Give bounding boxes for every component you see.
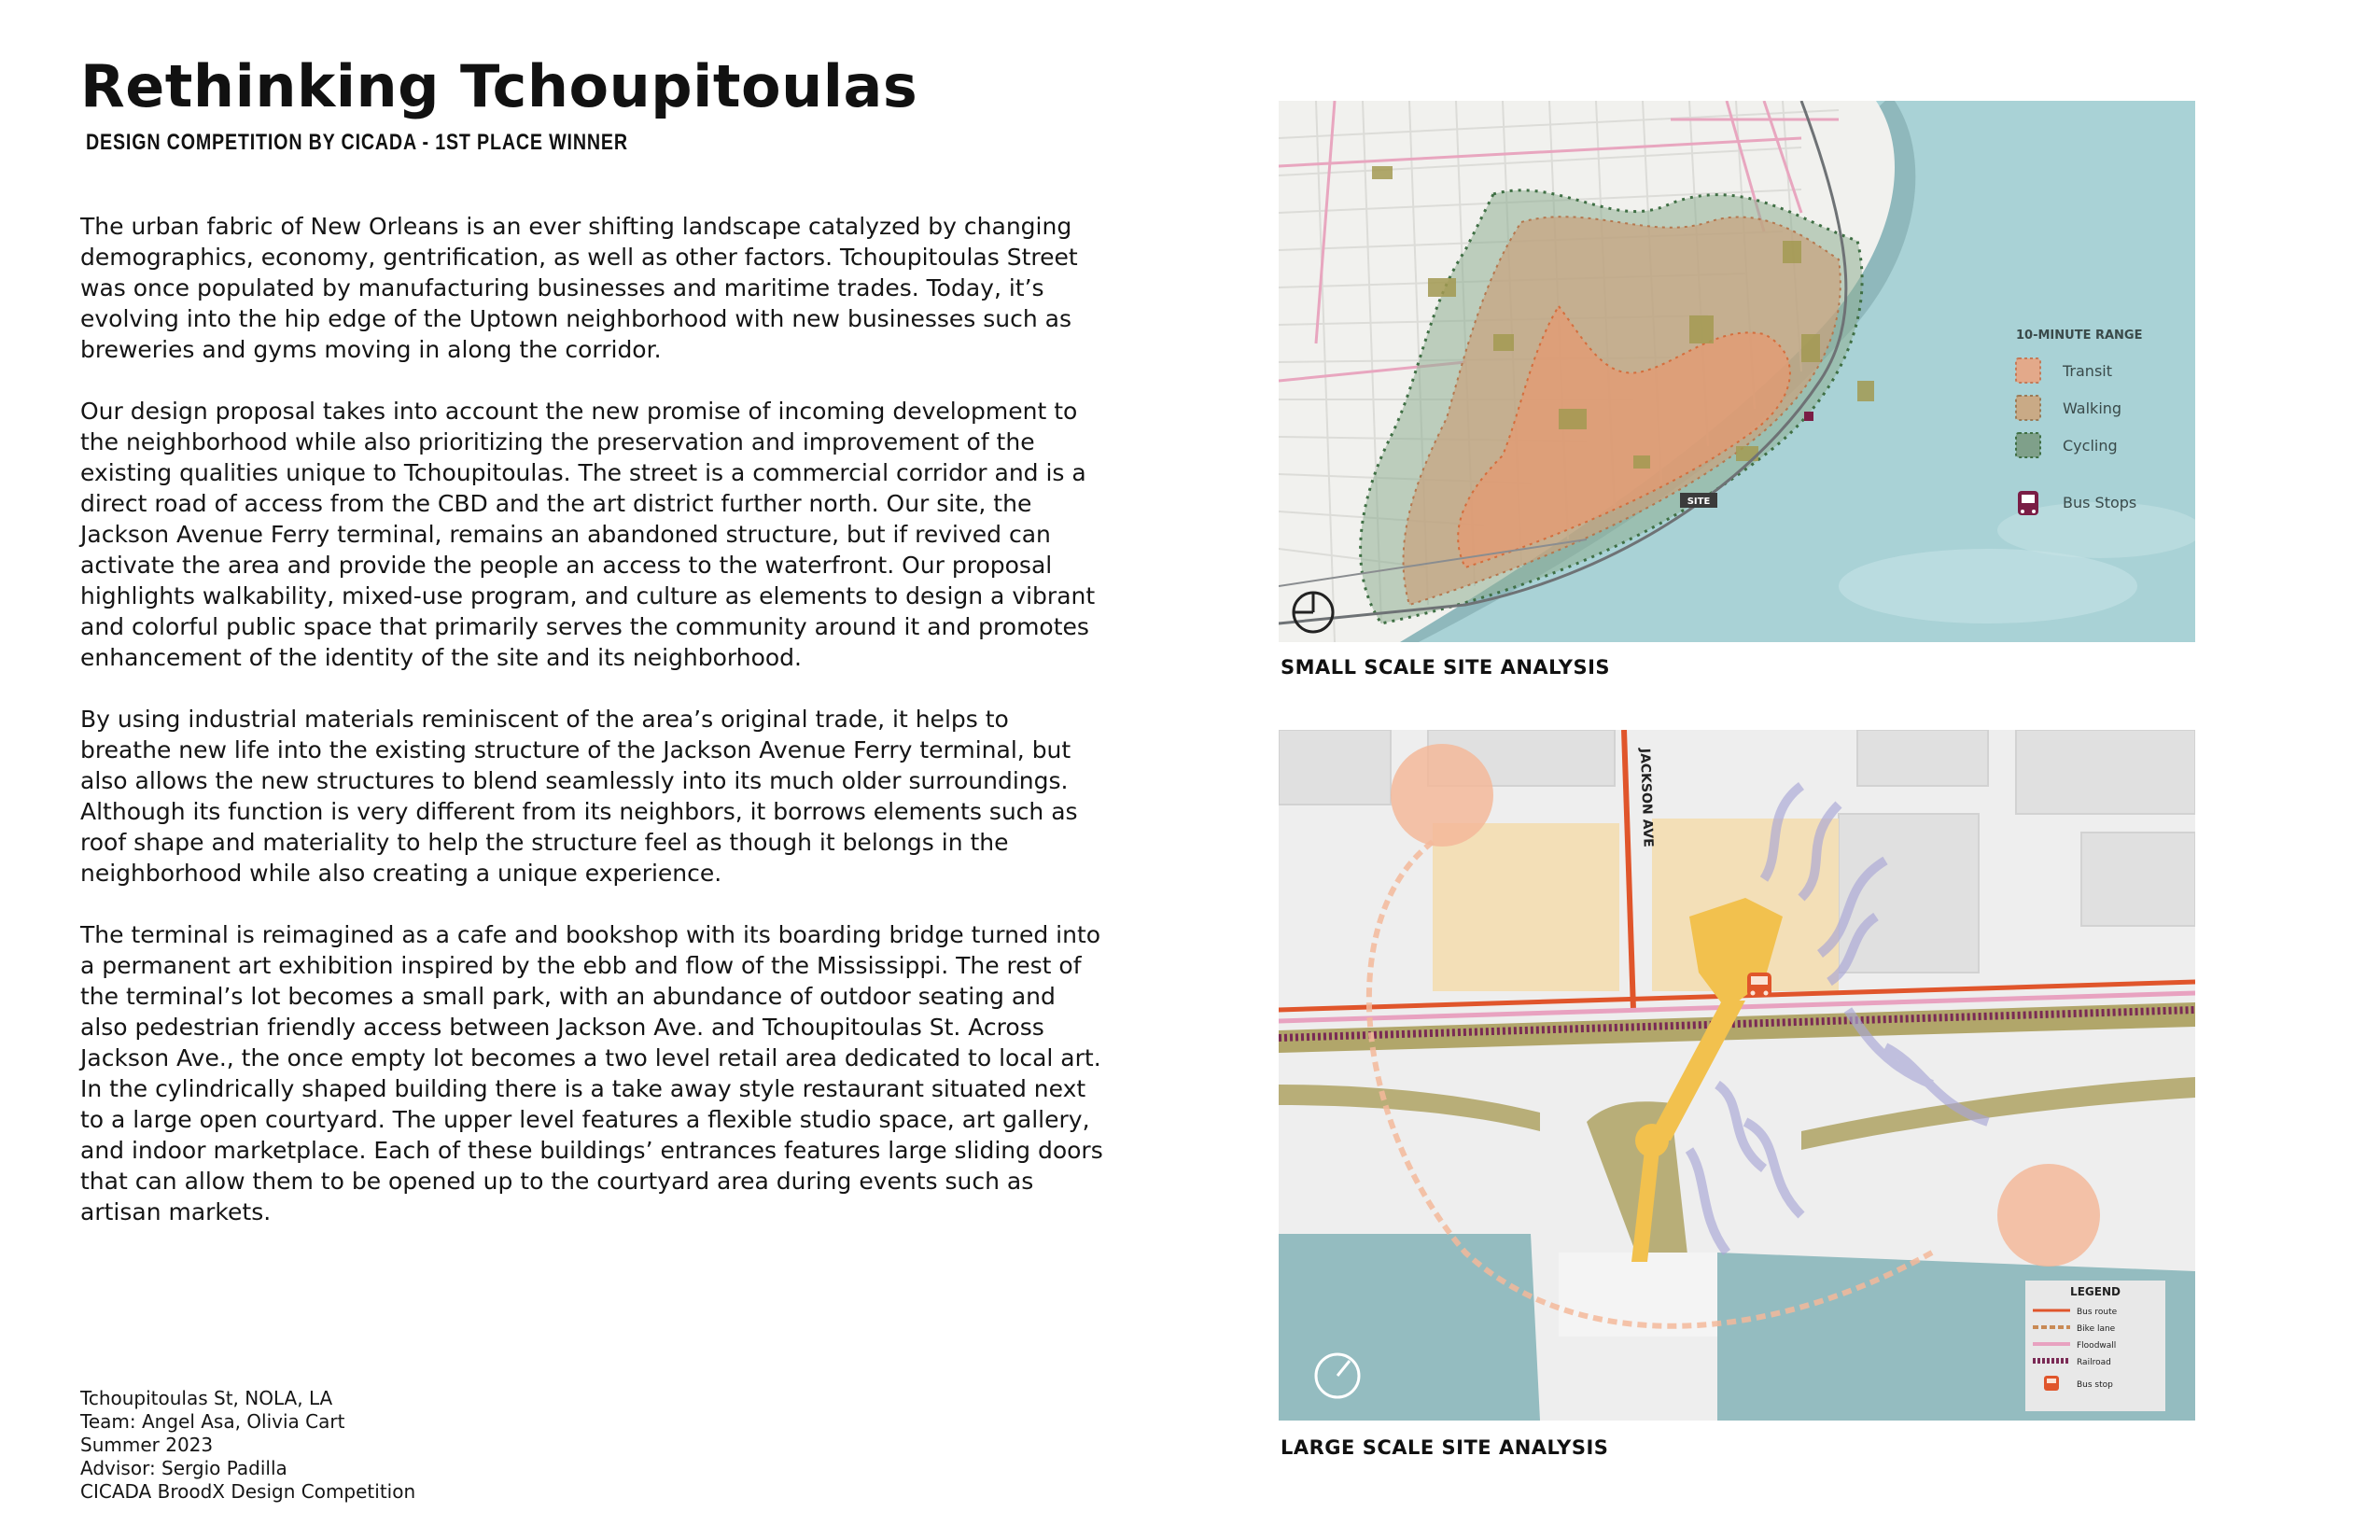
retail-lot (1433, 823, 1619, 991)
credit-advisor: Advisor: Sergio Padilla (80, 1457, 287, 1479)
project-credits (80, 1387, 415, 1504)
large-map-caption: LARGE SCALE SITE ANALYSIS (1281, 1436, 1609, 1459)
legend-label-bus-route: Bus route (2077, 1308, 2118, 1317)
legend-bus-stop-icon (2044, 1376, 2059, 1391)
bus-stop-icon (1747, 973, 1771, 997)
node-circle-north (1391, 744, 1493, 847)
legend-title: LEGEND (2070, 1285, 2121, 1298)
page-title: Rethinking Tchoupitoulas (80, 52, 918, 120)
legend-swatch-walking (2016, 396, 2040, 420)
large-scale-site-map (1279, 730, 2195, 1421)
paragraph-2: Our design proposal takes into account the new promise of incoming development to the neighborhood while also prioritizing the preservation and improvement of the existing qualities unique to Tchoupitoulas. The street is a commercial corridor and is a direct road of access from the CBD and the art district further north. Our site, the Jackson Avenue Ferry terminal, remains an abandoned structure, but if revived can activate the area and provide the people an access to the waterfront. Our proposal highlights walkability, mixed-use program, and culture as elements to design a vibrant and colorful public space that primarily serves the community around it and promotes enhancement of the identity of the site and its neighborhood. (80, 398, 1096, 671)
paragraph-3: By using industrial materials reminiscent of the area’s original trade, it helps to breathe new life into the existing structure of the Jackson Avenue Ferry terminal, but also allows the new structures to blend seamlessly into its much older surroundings. Although its function is very different from its neighbors, it borrows elements such as roof shape and materiality to help the structure feel as though it belongs in the neighborhood while also creating a unique experience. (80, 706, 1078, 887)
credit-team: Team: Angel Asa, Olivia Cart (80, 1410, 345, 1433)
body-text (80, 211, 1107, 1258)
site-label: SITE (1687, 497, 1711, 507)
legend-label-cycling: Cycling (2063, 437, 2118, 455)
bus-stop-icon (2018, 491, 2038, 515)
paragraph-1: The urban fabric of New Orleans is an ever shifting landscape catalyzed by changing demographics, economy, gentrification, as well as other factors. Tchoupitoulas Street was once populated by manufacturing businesses and maritime trades. Today, it’s evolving into the hip edge of the Uptown neighborhood with new businesses such as breweries and gyms moving in along the corridor. (80, 213, 1078, 363)
legend-swatch-cycling (2016, 433, 2040, 457)
credit-location: Tchoupitoulas St, NOLA, LA (80, 1387, 333, 1409)
river-water-left (1279, 1234, 1540, 1421)
credit-term: Summer 2023 (80, 1434, 214, 1456)
legend-label-walking: Walking (2063, 399, 2122, 417)
legend-title: 10-MINUTE RANGE (2016, 329, 2143, 343)
site-bus-stop (1804, 412, 1813, 421)
small-scale-site-map (1279, 101, 2195, 642)
legend-label-bus-stop: Bus stop (2077, 1380, 2113, 1390)
small-map-caption: SMALL SCALE SITE ANALYSIS (1281, 656, 1611, 679)
legend-label-bus-stops: Bus Stops (2063, 494, 2137, 511)
large-map-legend (2025, 1281, 2165, 1411)
paragraph-4: The terminal is reimagined as a cafe and bookshop with its boarding bridge turned into a permanent art exhibition inspired by the ebb and flow of the Mississippi. The rest of the terminal’s lot becomes a small park, with an abundance of outdoor seating and also pedestrian friendly access between Jackson Ave. and Tchoupitoulas St. Across Jackson Ave., the once empty lot becomes a two level retail area dedicated to local art. In the cylindrically shaped building there is a take away style restaurant situated next to a large open courtyard. The upper level features a flexible studio space, art gallery, and indoor marketplace. Each of these buildings’ entrances features large sliding doors that can allow them to be opened up to the courtyard area during events such as artisan markets. (80, 921, 1103, 1225)
credit-competition: CICADA BroodX Design Competition (80, 1480, 416, 1503)
node-circle-south (1997, 1164, 2100, 1267)
page-subtitle: DESIGN COMPETITION BY CICADA - 1ST PLACE WINNER (86, 130, 628, 155)
legend-label-railroad: Railroad (2077, 1358, 2111, 1367)
jackson-ave-label: JACKSON AVE (1637, 748, 1656, 848)
legend-label-floodwall: Floodwall (2077, 1341, 2117, 1351)
legend-swatch-transit (2016, 358, 2040, 383)
legend-label-bike-lane: Bike lane (2077, 1324, 2116, 1334)
legend-label-transit: Transit (2063, 362, 2112, 380)
